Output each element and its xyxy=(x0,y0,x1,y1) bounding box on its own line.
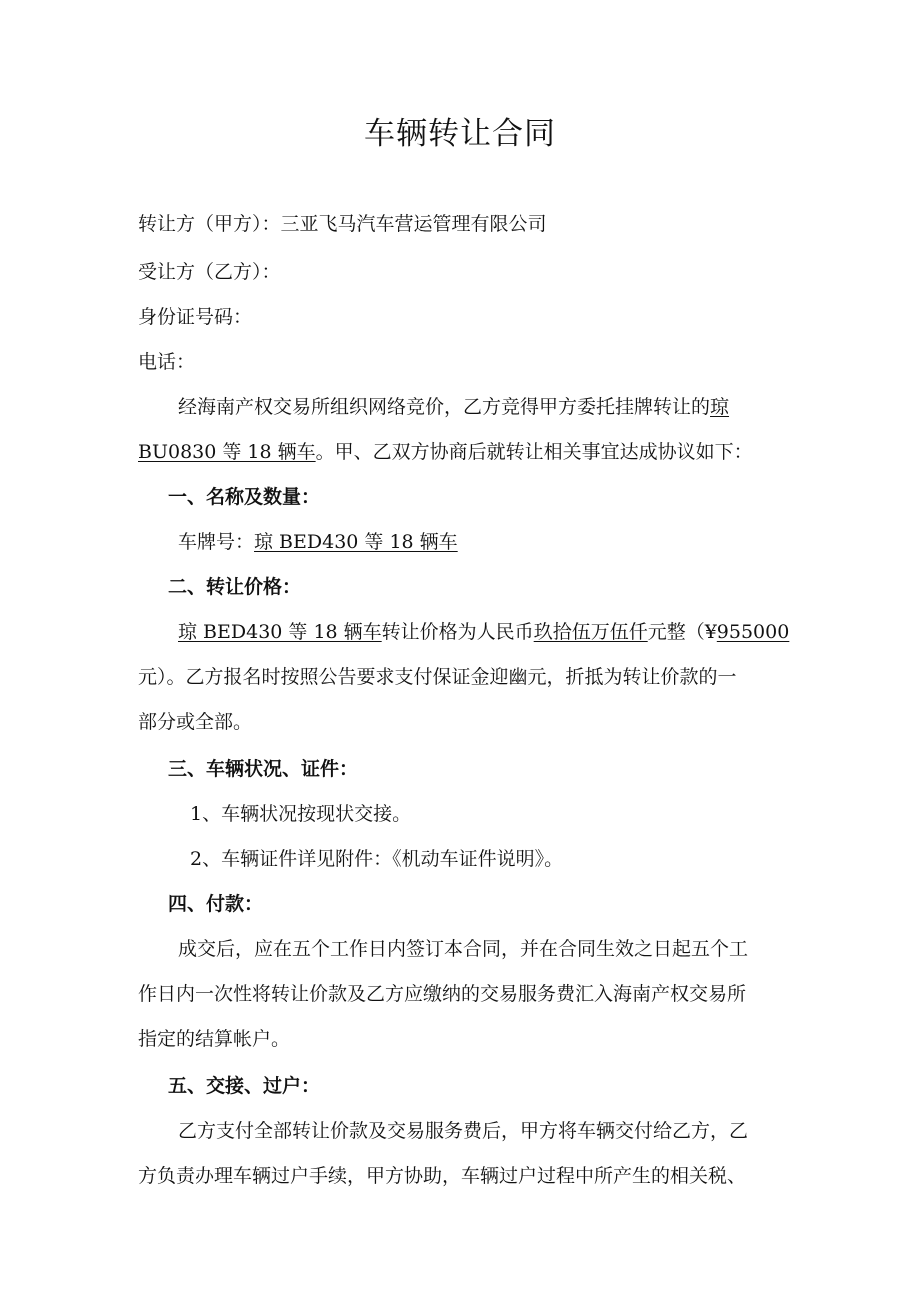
price-number: 955000 xyxy=(716,621,790,643)
price-text: 元整（¥ xyxy=(647,621,717,643)
section-5-heading: 五、交接、过户： xyxy=(168,1075,321,1097)
intro-text: 经海南产权交易所组织网络竞价，乙方竞得甲方委托挂牌转让的 xyxy=(178,396,711,418)
section-2-heading: 二、转让价格： xyxy=(168,576,302,598)
handover-line-2: 方负责办理车辆过户手续，甲方协助，车辆过户过程中所产生的相关税、 xyxy=(138,1165,747,1187)
section-4-heading: 四、付款： xyxy=(168,893,264,915)
price-line-2: 元）。乙方报名时按照公告要求支付保证金迎幽元，折抵为转让价款的一 xyxy=(138,666,737,688)
intro-text: 。甲、乙双方协商后就转让相关事宜达成协议如下： xyxy=(315,441,753,463)
plate-line xyxy=(178,530,828,554)
id-number-line xyxy=(138,305,788,329)
section-3-heading: 三、车辆状况、证件： xyxy=(168,758,359,780)
document-title: 车辆转让合同 xyxy=(364,116,556,152)
id-number-label: 身份证号码： xyxy=(138,306,253,328)
price-vehicle: 琼 BED430 等 18 辆车 xyxy=(178,621,382,643)
payment-line-1: 成交后，应在五个工作日内签订本合同，并在合同生效之日起五个工 xyxy=(178,938,749,960)
payment-line-2: 作日内一次性将转让价款及乙方应缴纳的交易服务费汇入海南产权交易所 xyxy=(138,983,747,1005)
intro-underlined: 琼 xyxy=(710,396,730,418)
plate-label: 车牌号： xyxy=(178,531,255,553)
party-a-line xyxy=(138,212,788,236)
intro-line-2 xyxy=(138,440,788,464)
condition-item-1: 1、车辆状况按现状交接。 xyxy=(190,803,412,825)
intro-vehicle-underlined: BU0830 等 18 辆车 xyxy=(138,441,316,463)
condition-item-2: 2、车辆证件详见附件：《机动车证件说明》。 xyxy=(190,848,564,870)
price-line-3: 部分或全部。 xyxy=(138,711,253,733)
party-b-line xyxy=(138,260,788,284)
section-1-heading: 一、名称及数量： xyxy=(168,486,321,508)
price-line-1 xyxy=(178,620,828,644)
price-words: 玖拾伍万伍仟 xyxy=(533,621,648,643)
party-b-label: 受让方（乙方）： xyxy=(138,261,281,283)
price-text: 转让价格为人民币 xyxy=(381,621,534,643)
phone-line xyxy=(138,350,788,374)
payment-line-3: 指定的结算帐户。 xyxy=(138,1028,291,1050)
plate-value: 琼 BED430 等 18 辆车 xyxy=(254,531,458,553)
party-a-label: 转让方（甲方）： xyxy=(138,213,281,235)
intro-line-1 xyxy=(178,395,828,419)
phone-label: 电话： xyxy=(138,351,196,373)
handover-line-1: 乙方支付全部转让价款及交易服务费后，甲方将车辆交付给乙方，乙 xyxy=(178,1120,749,1142)
party-a-value: 三亚飞马汽车营运管理有限公司 xyxy=(280,213,547,235)
